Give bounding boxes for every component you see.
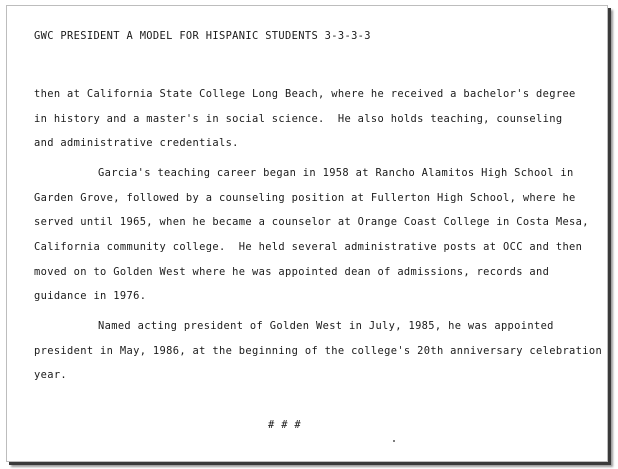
text-line: served until 1965, when he became a counselor at Orange Coast College in Costa Mesa,	[34, 216, 589, 228]
text-line: California community college. He held several administrative posts at OCC and then	[34, 241, 583, 253]
text-line: and administrative credentials.	[34, 137, 239, 149]
ink-speck	[393, 440, 395, 442]
text-line: moved on to Golden West where he was appointed dean of admissions, records and	[34, 266, 550, 278]
text-line: Garcia's teaching career began in 1958 at Rancho Alamitos High School in	[98, 167, 574, 179]
text-line: Garden Grove, followed by a counseling position at Fullerton High School, where he	[34, 192, 576, 204]
text-line: then at California State College Long Beach, where he received a bachelor's degree	[34, 88, 576, 100]
text-line: year.	[34, 369, 68, 381]
text-line: in history and a master's in social science. He also holds teaching, counseling	[34, 113, 563, 125]
text-line: president in May, 1986, at the beginning of the college's 20th anniversary celebration	[34, 345, 603, 357]
text-line: guidance in 1976.	[34, 290, 147, 302]
end-mark: # # #	[268, 419, 302, 431]
document-page	[6, 5, 608, 462]
document-header: GWC PRESIDENT A MODEL FOR HISPANIC STUDENTS 3-3-3-3	[34, 30, 371, 42]
text-line: Named acting president of Golden West in July, 1985, he was appointed	[98, 320, 554, 332]
